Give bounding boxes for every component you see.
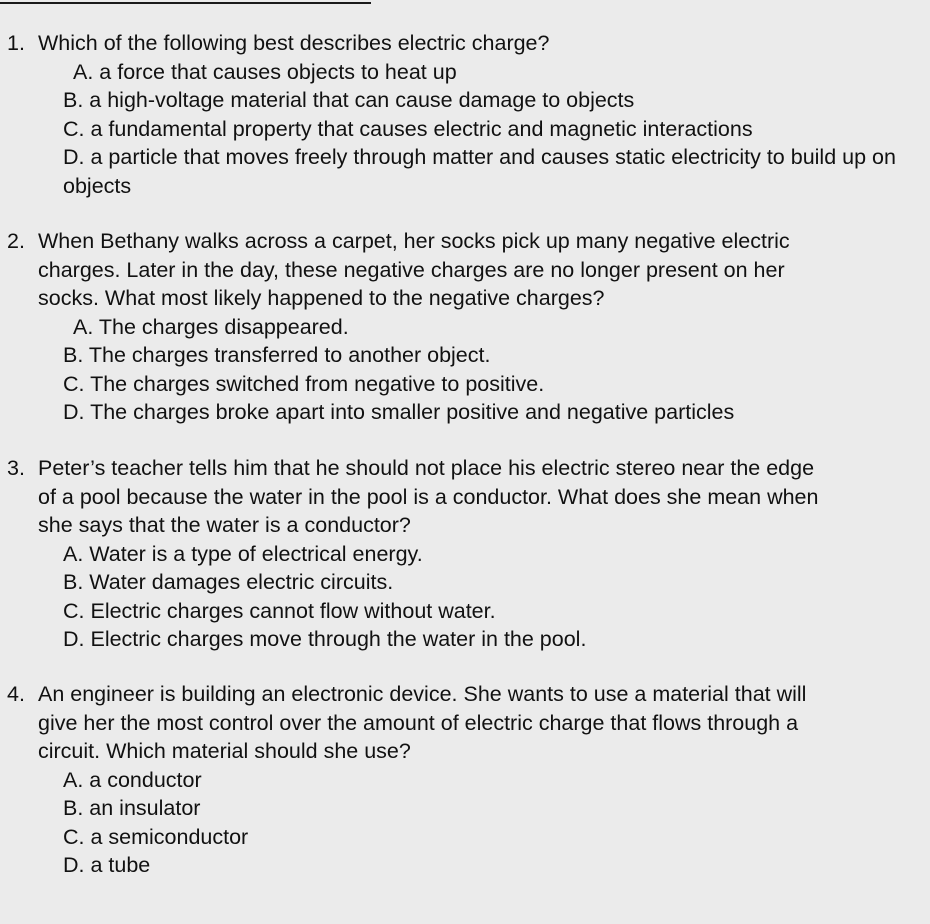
stem-line: give her the most control over the amount of electric charge that flows through a	[38, 710, 799, 735]
answer-options	[0, 766, 930, 880]
question-number: 3.	[7, 456, 25, 480]
option-a[interactable]: A. a conductor	[63, 767, 202, 792]
question-stem	[0, 680, 930, 766]
option-a[interactable]: A. Water is a type of electrical energy.	[63, 541, 423, 566]
option-c[interactable]: C. a semiconductor	[63, 824, 249, 849]
question-stem	[0, 454, 930, 540]
stem-line: charges. Later in the day, these negative charges are no longer present on her	[38, 257, 785, 282]
stem-line: socks. What most likely happened to the negative charges?	[38, 286, 605, 310]
option-b[interactable]: B. an insulator	[63, 796, 201, 820]
stem-line: she says that the water is a conductor?	[38, 513, 411, 537]
question-stem	[0, 29, 930, 58]
option-d[interactable]: D. a tube	[63, 853, 151, 877]
option-b[interactable]: B. The charges transferred to another object.	[63, 343, 491, 367]
answer-options	[0, 540, 930, 654]
question-4	[0, 680, 930, 880]
stem-line: Which of the following best describes electric charge?	[38, 31, 550, 55]
option-b[interactable]: B. a high-voltage material that can cause damage to objects	[63, 88, 635, 112]
question-1	[0, 29, 930, 200]
option-d[interactable]: D. a particle that moves freely through matter and causes static electricity to build up on objects	[63, 145, 896, 198]
stem-line: of a pool because the water in the pool is a conductor. What does she mean when	[38, 484, 819, 509]
option-c[interactable]: C. Electric charges cannot flow without water.	[63, 598, 496, 623]
option-a[interactable]: A. The charges disappeared.	[73, 314, 349, 339]
option-d[interactable]: D. Electric charges move through the water in the pool.	[63, 627, 587, 651]
question-number: 1.	[7, 31, 25, 55]
answer-options	[0, 58, 930, 201]
stem-line: circuit. Which material should she use?	[38, 739, 411, 763]
option-d[interactable]: D. The charges broke apart into smaller positive and negative particles	[63, 400, 735, 424]
question-number: 4.	[7, 682, 25, 706]
answer-options	[0, 313, 930, 427]
stem-line: When Bethany walks across a carpet, her socks pick up many negative electric	[38, 229, 790, 253]
stem-line: An engineer is building an electronic device. She wants to use a material that will	[38, 682, 807, 706]
stem-line: Peter’s teacher tells him that he should not place his electric stereo near the edge	[38, 456, 815, 480]
question-stem	[0, 227, 930, 313]
question-3	[0, 454, 930, 654]
option-a[interactable]: A. a force that causes objects to heat up	[73, 59, 457, 84]
option-b[interactable]: B. Water damages electric circuits.	[63, 570, 394, 594]
option-c[interactable]: C. a fundamental property that causes electric and magnetic interactions	[63, 116, 753, 141]
option-c[interactable]: C. The charges switched from negative to positive.	[63, 371, 545, 396]
question-number: 2.	[7, 229, 25, 253]
top-divider	[0, 2, 371, 4]
question-2	[0, 227, 930, 427]
